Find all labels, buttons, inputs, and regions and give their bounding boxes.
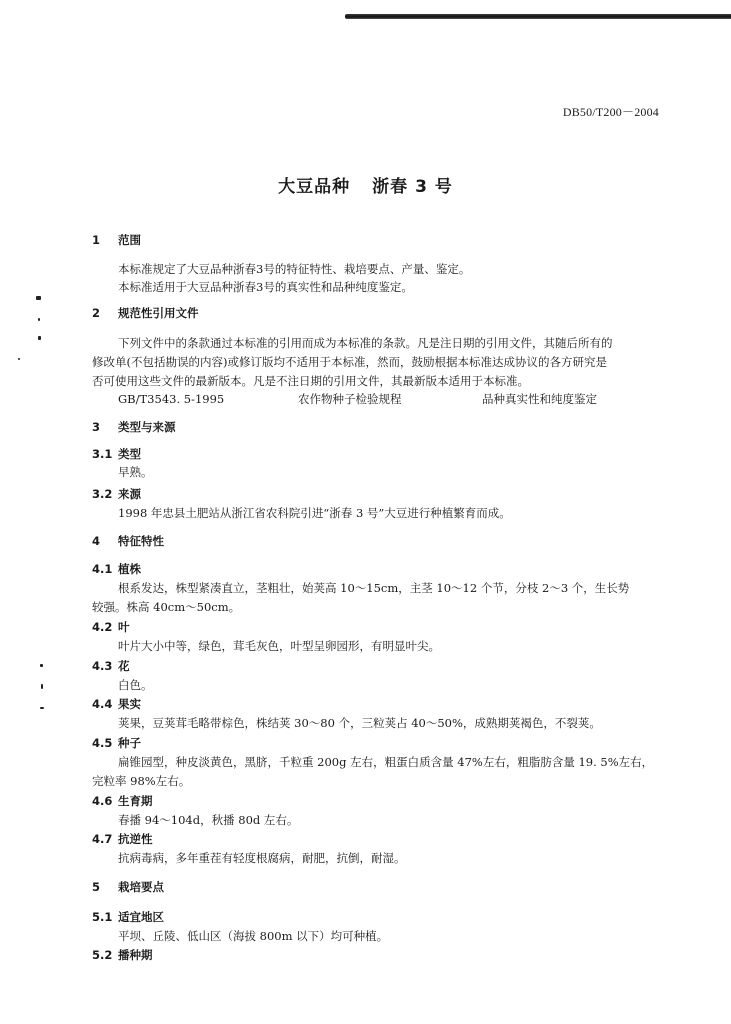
scan-mark <box>38 318 40 321</box>
section-2-line-2: 修改单(不包括勘误的内容)或修订版均不适用于本标准，然而，鼓励根据本标准达成协议的各方研究是 <box>92 355 607 369</box>
scan-mark <box>41 684 43 689</box>
reference-part: 品种真实性和纯度鉴定 <box>482 392 597 406</box>
section-4-5-line-2: 完粒率 98%左右。 <box>92 774 191 788</box>
section-2-line-1: 下列文件中的条款通过本标准的引用而成为本标准的条款。凡是注日期的引用文件，其随后所有的 <box>118 336 613 350</box>
section-4-4-text: 荚果，豆荚茸毛略带棕色，株结荚 30～80 个，三粒荚占 40～50%，成熟期荚褐色，不裂荚。 <box>118 716 601 730</box>
section-4-7-text: 抗病毒病，多年重茬有轻度根腐病，耐肥，抗倒，耐湿。 <box>118 851 406 865</box>
section-5-1-text: 平坝、丘陵、低山区（海拔 800m 以下）均可种植。 <box>118 929 389 943</box>
title-part-2: 浙春 3 号 <box>372 177 453 197</box>
section-3-2-text: 1998 年忠县土肥站从浙江省农科院引进“浙春 3 号”大豆进行种植繁育而成。 <box>118 506 511 520</box>
section-2-heading: 2 规范性引用文件 <box>92 306 199 320</box>
section-4-7-heading: 4.7 抗逆性 <box>92 832 153 846</box>
document-number: DB50/T200－2004 <box>562 105 659 119</box>
section-3-heading: 3 类型与来源 <box>92 420 176 434</box>
section-4-3-text: 白色。 <box>118 678 153 692</box>
section-4-5-heading: 4.5 种子 <box>92 736 141 750</box>
section-4-6-text: 春播 94～104d，秋播 80d 左右。 <box>118 813 299 827</box>
scan-mark <box>40 664 43 667</box>
section-3-2-heading: 3.2 来源 <box>92 487 141 501</box>
reference-name: 农作物种子检验规程 <box>298 392 402 406</box>
scan-mark <box>38 336 41 340</box>
section-3-1-text: 早熟。 <box>118 465 153 479</box>
section-4-3-heading: 4.3 花 <box>92 659 130 673</box>
section-1-para-1: 本标准规定了大豆品种浙春3号的特征特性、栽培要点、产量、鉴定。 <box>118 262 471 276</box>
header-rule <box>345 14 731 19</box>
section-5-heading: 5 栽培要点 <box>92 880 164 894</box>
scan-mark <box>18 358 20 360</box>
section-4-6-heading: 4.6 生育期 <box>92 794 153 808</box>
section-4-4-heading: 4.4 果实 <box>92 697 141 711</box>
section-3-1-heading: 3.1 类型 <box>92 447 141 461</box>
section-1-para-2: 本标准适用于大豆品种浙春3号的真实性和品种纯度鉴定。 <box>118 280 413 294</box>
section-4-1-line-2: 较强。株高 40cm～50cm。 <box>92 600 241 614</box>
section-5-1-heading: 5.1 适宜地区 <box>92 910 164 924</box>
section-4-5-line-1: 扁锥园型，种皮淡黄色，黑脐，千粒重 200g 左右，粗蛋白质含量 47%左右，粗脂肪含量 19. 5%左右， <box>118 755 654 769</box>
section-4-2-text: 叶片大小中等，绿色，茸毛灰色，叶型呈卵园形，有明显叶尖。 <box>118 639 440 653</box>
section-4-1-line-1: 根系发达，株型紧凑直立，茎粗壮，始荚高 10～15cm，主茎 10～12 个节，分枝 2～3 个，生长势 <box>118 581 630 595</box>
section-4-heading: 4 特征特性 <box>92 534 164 548</box>
scan-mark <box>36 296 41 300</box>
scan-mark <box>40 707 44 709</box>
title-part-1: 大豆品种 <box>278 177 351 197</box>
section-5-2-heading: 5.2 播种期 <box>92 948 153 962</box>
section-1-heading: 1 范围 <box>92 233 141 247</box>
section-2-line-3: 否可使用这些文件的最新版本。凡是不注日期的引用文件，其最新版本适用于本标准。 <box>92 374 529 388</box>
section-4-2-heading: 4.2 叶 <box>92 620 130 634</box>
document-title <box>0 172 731 197</box>
section-4-1-heading: 4.1 植株 <box>92 562 141 576</box>
reference-code: GB/T3543. 5-1995 <box>118 392 225 406</box>
